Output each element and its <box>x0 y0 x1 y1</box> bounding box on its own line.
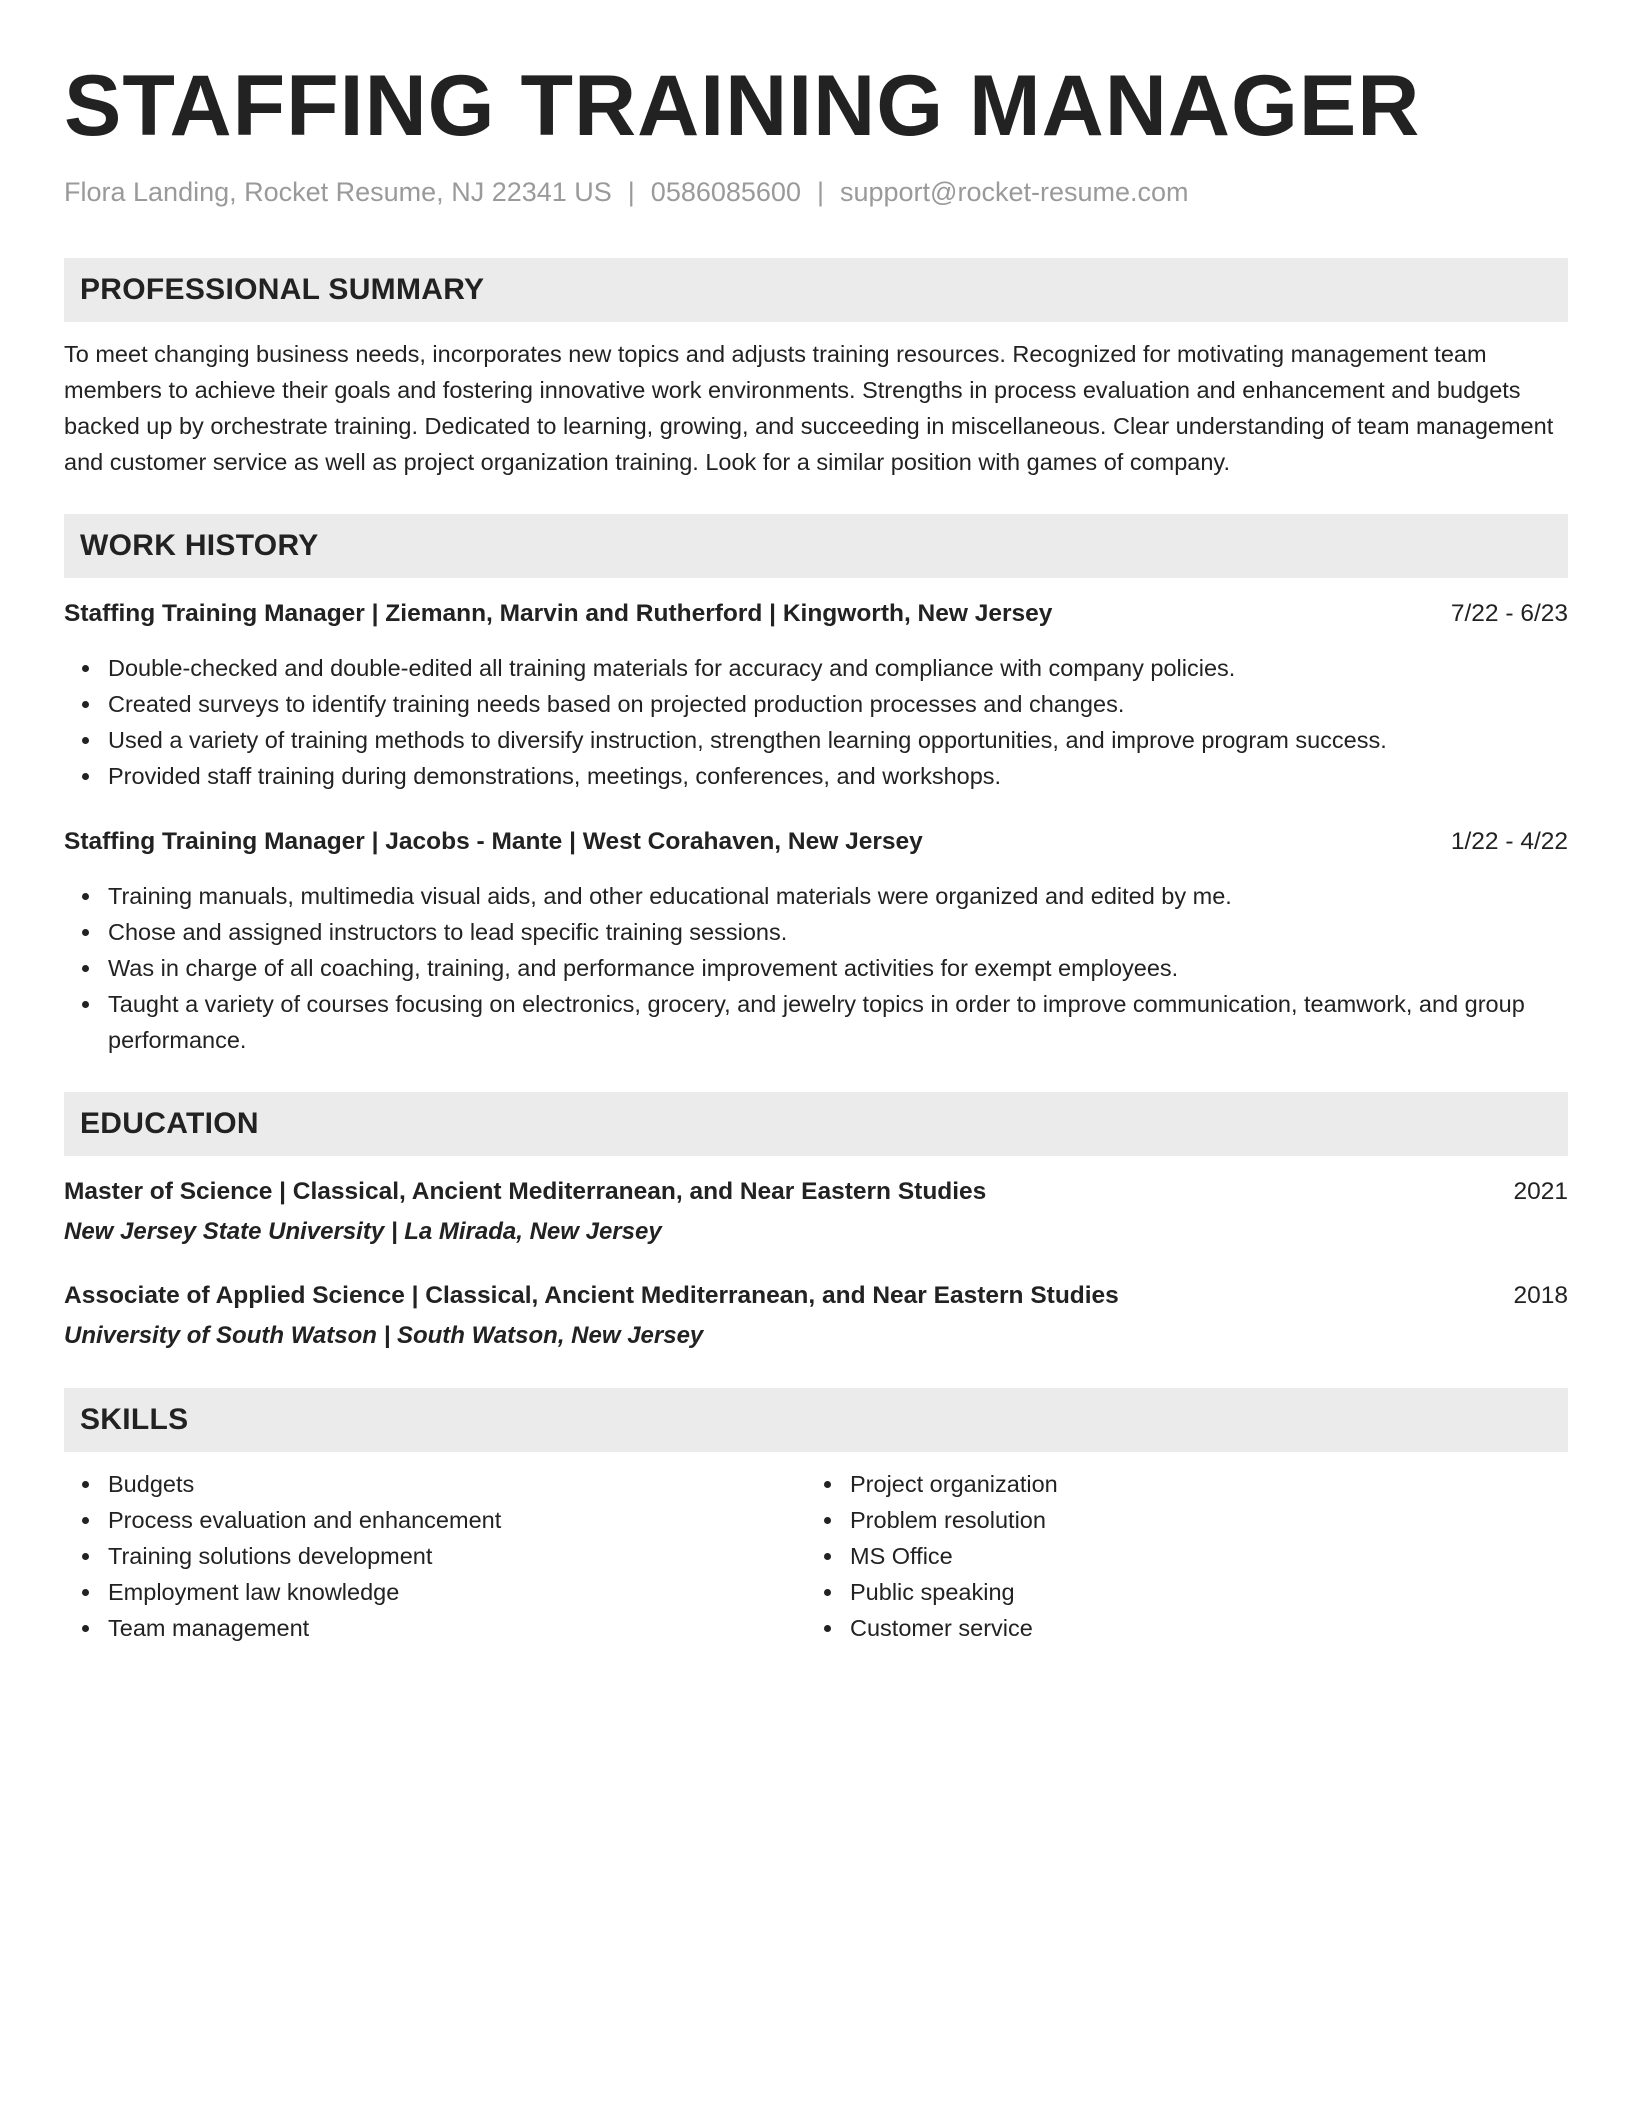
job-bullet: Created surveys to identify training needs based on projected production processes and changes. <box>108 686 1568 722</box>
degree-year: 2018 <box>1513 1282 1568 1309</box>
job-dates: 7/22 - 6/23 <box>1450 600 1568 627</box>
skill-item: Team management <box>108 1610 806 1646</box>
job-bullets <box>64 878 1568 1058</box>
summary-text: To meet changing business needs, incorporates new topics and adjusts training resources. Recognized for motivating management team members to achieve their goals and fostering innovative work environments. Strengths in process evaluation and enhancement and budgets backed up by orchestrate training. Dedicated to learning, growing, and succeeding in miscellaneous. Clear understanding of team management and customer service as well as project organization training. Look for a similar position with games of company. <box>64 341 1554 475</box>
skill-item: Employment law knowledge <box>108 1574 806 1610</box>
job-bullet: Used a variety of training methods to diversify instruction, strengthen learning opportunities, and improve program success. <box>108 722 1568 758</box>
skill-item: Problem resolution <box>850 1502 1548 1538</box>
work-history-heading: WORK HISTORY <box>64 514 1568 578</box>
skills-column-left <box>64 1466 806 1646</box>
job-entry <box>64 596 1568 794</box>
job-bullet: Double-checked and double-edited all training materials for accuracy and compliance with company policies. <box>108 650 1568 686</box>
skill-item: MS Office <box>850 1538 1548 1574</box>
job-bullet: Provided staff training during demonstrations, meetings, conferences, and workshops. <box>108 758 1568 794</box>
job-title: Staffing Training Manager | Ziemann, Marvin and Rutherford | Kingworth, New Jersey <box>64 600 1053 627</box>
degree-title: Associate of Applied Science | Classical, Ancient Mediterranean, and Near Eastern Studies <box>64 1282 1119 1309</box>
skills-heading: SKILLS <box>64 1388 1568 1452</box>
skill-item: Process evaluation and enhancement <box>108 1502 806 1538</box>
skill-item: Public speaking <box>850 1574 1548 1610</box>
summary-heading: PROFESSIONAL SUMMARY <box>64 258 1568 322</box>
contact-email[interactable]: support@rocket-resume.com <box>839 177 1189 207</box>
job-title: Staffing Training Manager | Jacobs - Mante | West Corahaven, New Jersey <box>64 828 923 855</box>
job-bullet: Chose and assigned instructors to lead specific training sessions. <box>108 914 1568 950</box>
contact-phone: 0586085600 <box>650 177 801 207</box>
contact-separator: | <box>627 177 635 207</box>
education-heading: EDUCATION <box>64 1092 1568 1156</box>
education-entry <box>64 1174 1568 1250</box>
skill-item: Customer service <box>850 1610 1548 1646</box>
job-bullets <box>64 650 1568 794</box>
job-bullet: Was in charge of all coaching, training, and performance improvement activities for exempt employees. <box>108 950 1568 986</box>
skill-item: Project organization <box>850 1466 1548 1502</box>
contact-line <box>64 174 1568 210</box>
skill-item: Training solutions development <box>108 1538 806 1574</box>
job-dates: 1/22 - 4/22 <box>1450 828 1568 855</box>
skills-list <box>64 1466 1568 1646</box>
job-entry <box>64 824 1568 1058</box>
contact-address: Flora Landing, Rocket Resume, NJ 22341 US <box>64 177 612 207</box>
contact-separator: | <box>816 177 824 207</box>
job-bullet: Taught a variety of courses focusing on electronics, grocery, and jewelry topics in order to improve communication, teamwork, and group performance. <box>108 986 1568 1058</box>
resume-content <box>64 56 1568 1646</box>
degree-year: 2021 <box>1513 1178 1568 1205</box>
education-entry <box>64 1278 1568 1354</box>
job-bullet: Training manuals, multimedia visual aids, and other educational materials were organized and edited by me. <box>108 878 1568 914</box>
school-name: University of South Watson | South Watson, New Jersey <box>64 1322 704 1349</box>
school-name: New Jersey State University | La Mirada, New Jersey <box>64 1218 662 1245</box>
candidate-title: STAFFING TRAINING MANAGER <box>64 58 1421 154</box>
skills-column-right <box>806 1466 1548 1646</box>
skill-item: Budgets <box>108 1466 806 1502</box>
degree-title: Master of Science | Classical, Ancient Mediterranean, and Near Eastern Studies <box>64 1178 987 1205</box>
